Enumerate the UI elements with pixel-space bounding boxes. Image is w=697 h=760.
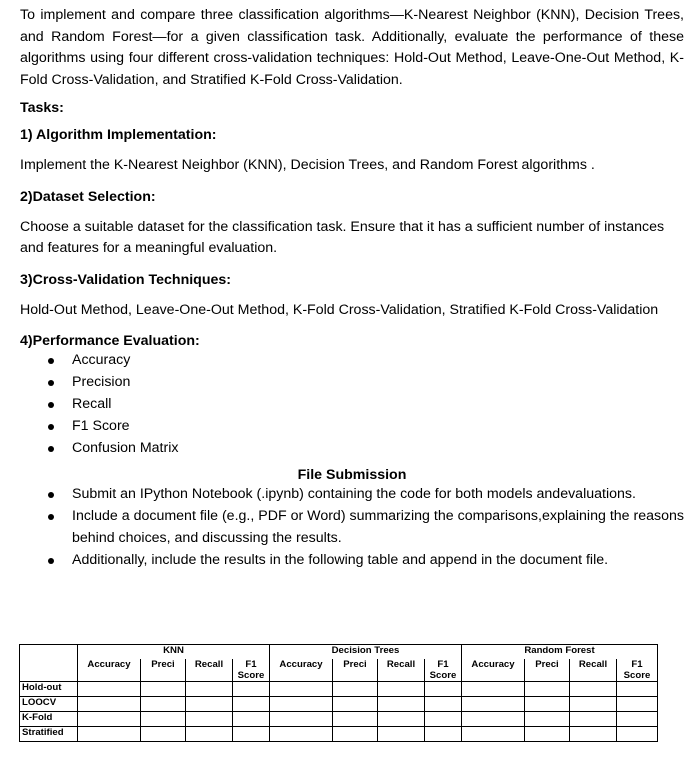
task3-text: Hold-Out Method, Leave-One-Out Method, K-Fold Cross-Validation, Stratified K-Fold Cross-Validation bbox=[20, 301, 659, 318]
task2-text: Choose a suitable dataset for the classification task. Ensure that it has a sufficient number of instances and features for a meaningful evaluation. bbox=[20, 218, 665, 256]
row-label: LOOCV bbox=[20, 697, 78, 712]
table-row bbox=[20, 697, 658, 712]
submission-list bbox=[20, 483, 684, 571]
bullet-icon bbox=[48, 446, 54, 452]
table-row bbox=[20, 682, 658, 697]
task1-text: Implement the K-Nearest Neighbor (KNN), Decision Trees, and Random Forest algorithms . bbox=[20, 157, 595, 173]
col-header-precision: Preci bbox=[141, 659, 186, 682]
bullet-icon bbox=[48, 492, 54, 498]
bullet-icon bbox=[48, 402, 54, 408]
task1-heading: 1) Algorithm Implementation: bbox=[20, 127, 217, 143]
table-row bbox=[20, 727, 658, 742]
col-header-recall: Recall bbox=[186, 659, 233, 682]
col-header-recall: Recall bbox=[570, 659, 617, 682]
group-header-knn: KNN bbox=[78, 645, 270, 660]
list-item: Recall bbox=[20, 393, 684, 415]
task3-heading: 3)Cross-Validation Techniques: bbox=[20, 271, 232, 288]
col-header-precision: Preci bbox=[333, 659, 378, 682]
bullet-icon bbox=[48, 380, 54, 386]
list-item: Accuracy bbox=[20, 349, 684, 371]
document-body bbox=[20, 5, 684, 571]
group-header-decision-trees: Decision Trees bbox=[270, 645, 462, 660]
col-header-accuracy: Accuracy bbox=[78, 659, 141, 682]
col-header-recall: Recall bbox=[378, 659, 425, 682]
list-item: F1 Score bbox=[20, 415, 684, 437]
col-header-accuracy: Accuracy bbox=[462, 659, 525, 682]
row-label: K-Fold bbox=[20, 712, 78, 727]
task4-heading: 4)Performance Evaluation: bbox=[20, 333, 200, 349]
results-table bbox=[19, 644, 658, 742]
list-item: Submit an IPython Notebook (.ipynb) containing the code for both models andevaluations. bbox=[20, 483, 684, 505]
task2-heading: 2)Dataset Selection: bbox=[20, 188, 156, 205]
bullet-icon bbox=[48, 358, 54, 364]
list-item: Include a document file (e.g., PDF or Word) summarizing the comparisons,explaining the reasons behind choices, and discussing the results. bbox=[20, 505, 684, 549]
tasks-heading: Tasks: bbox=[20, 100, 64, 116]
row-label: Stratified bbox=[20, 727, 78, 742]
group-header-random-forest: Random Forest bbox=[462, 645, 658, 660]
file-submission-heading: File Submission bbox=[297, 467, 407, 483]
bullet-icon bbox=[48, 424, 54, 430]
table-row bbox=[20, 712, 658, 727]
row-label: Hold-out bbox=[20, 682, 78, 697]
table-subheader-row bbox=[20, 659, 658, 682]
bullet-icon bbox=[48, 558, 54, 564]
list-item: Additionally, include the results in the following table and append in the document file. bbox=[20, 549, 684, 571]
list-item: Precision bbox=[20, 371, 684, 393]
bullet-icon bbox=[48, 514, 54, 520]
col-header-f1: F1 Score bbox=[425, 659, 462, 682]
list-item: Confusion Matrix bbox=[20, 437, 684, 459]
col-header-f1: F1 Score bbox=[233, 659, 270, 682]
col-header-precision: Preci bbox=[525, 659, 570, 682]
col-header-f1: F1 Score bbox=[617, 659, 658, 682]
table-corner-cell bbox=[20, 645, 78, 682]
table-header-row bbox=[20, 645, 658, 660]
metrics-list bbox=[20, 349, 684, 459]
intro-paragraph: To implement and compare three classification algorithms—K-Nearest Neighbor (KNN), Decision Trees, and Random Forest—for a given classification task. Additionally, evaluate the performance of these algorithms using four different cross-validation techniques: Hold-Out Method, Leave-One-Out Method, K-Fold Cross-Validation, and Stratified K-Fold Cross-Validation. bbox=[20, 7, 684, 88]
col-header-accuracy: Accuracy bbox=[270, 659, 333, 682]
